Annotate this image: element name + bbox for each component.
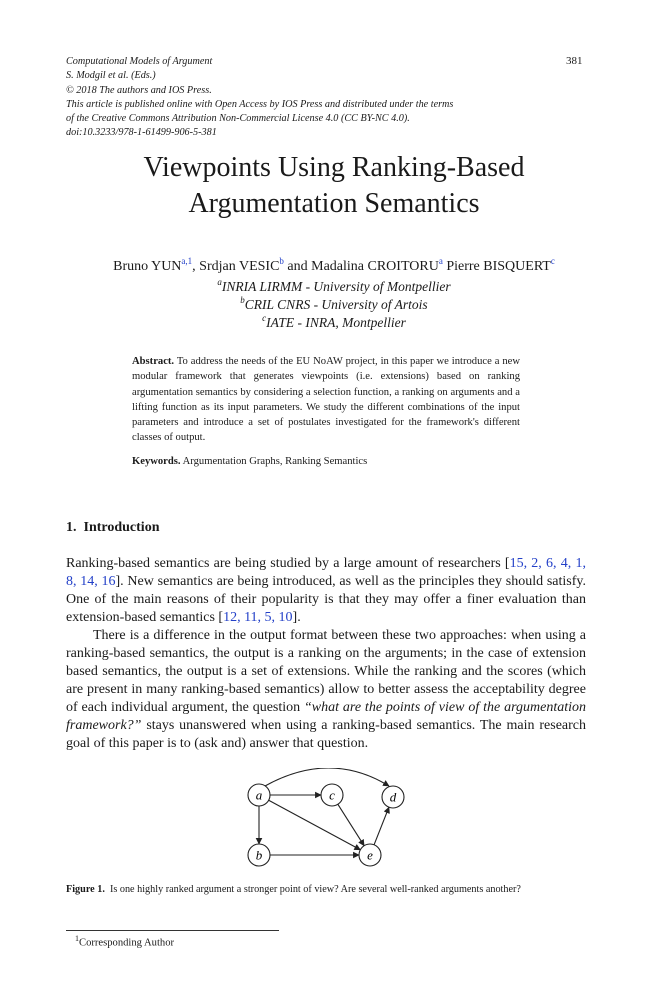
title-line-2: Argumentation Semantics — [188, 188, 480, 219]
author-name: Bruno YUN — [113, 259, 182, 274]
author-affiliation-link[interactable]: b — [279, 256, 284, 266]
keywords-text: Argumentation Graphs, Ranking Semantics — [182, 456, 368, 467]
paragraph-text: stays unanswered when using a ranking-based semantics. The main research goal of this paper is to (ask and) answer that question. — [66, 718, 586, 751]
affiliation-text: CRIL CNRS - University of Artois — [244, 297, 428, 312]
author-separator: and — [283, 259, 312, 274]
publication-header — [66, 55, 536, 141]
figure-caption — [66, 884, 606, 895]
graph-node-e — [359, 844, 381, 866]
figure-caption-text: Is one highly ranked argument a stronger point of view? Are several well-ranked arguments another? — [109, 884, 521, 895]
argumentation-graph — [230, 768, 430, 873]
paragraph-quote: “what are the points of view of the argumentation framework?” — [66, 700, 586, 733]
graph-edge-a-e — [269, 800, 361, 850]
footnote-text: Corresponding Author — [79, 937, 175, 949]
author-affiliation-link[interactable]: a,1 — [181, 256, 193, 266]
graph-node-label: e — [367, 847, 373, 863]
author-affiliation-link[interactable]: c — [550, 256, 555, 266]
graph-node-label: a — [255, 787, 263, 803]
affiliation-mark: b — [240, 295, 245, 305]
header-line: S. Modgil et al. (Eds.) — [66, 70, 156, 82]
graph-node-label: c — [329, 787, 335, 803]
affiliation-mark: a — [217, 277, 222, 287]
section-number: 1. — [66, 520, 77, 535]
footnote — [75, 934, 174, 949]
paragraph-text: There is a difference in the output format between these two approaches: when using a ranking-based semantics, the output is a ranking on the arguments; in the case of extension based semantics, the output is a set of extensions. While the ranking and the scores (which are present in many ranking-based semantics) allow to better assess the acceptability degree of each individual argument, the question — [66, 628, 586, 715]
keywords-label: Keywords. — [132, 456, 181, 467]
affiliation-mark: c — [262, 313, 267, 323]
affiliation — [0, 278, 668, 295]
graph-node-label: d — [389, 789, 397, 805]
graph-edge-e-d — [374, 807, 389, 845]
footnote-mark: 1 — [75, 934, 79, 943]
author-name: Madalina CROITORU — [311, 259, 439, 274]
header-line: © 2018 The authors and IOS Press. — [66, 84, 212, 96]
graph-node-d — [382, 786, 404, 808]
citation-link[interactable]: 12, 11, 5, 10 — [223, 610, 293, 625]
header-line: of the Creative Commons Attribution Non-Commercial License 4.0 (CC BY-NC 4.0). — [66, 113, 410, 125]
page-number: 381 — [566, 55, 583, 67]
affiliation-text: INRIA LIRMM - University of Montpellier — [221, 279, 451, 294]
graph-node-label: b — [255, 847, 263, 863]
paragraph-text: Ranking-based semantics are being studied by a large amount of researchers [ — [66, 556, 510, 571]
abstract-text: To address the needs of the EU NoAW project, in this paper we introduce a new modular framework that generates viewpoints (i.e. extensions) based on ranking argumentation semantics by considering a selection function, a ranking on arguments and a lifting function as its input parameters. We study the different combinations of the input parameters and introduce a set of postulates investigated for the framework's different classes of output. — [132, 356, 520, 444]
citation-link[interactable]: 15, 2, 6, 4, 1, 8, 14, 16 — [66, 556, 587, 589]
paper-title — [0, 150, 668, 222]
author-separator: , — [192, 259, 200, 274]
graph-node-a — [248, 784, 270, 806]
graph-edge-a-d — [265, 768, 389, 786]
paragraph-text: ]. — [292, 610, 301, 625]
abstract-label: Abstract. — [132, 356, 175, 367]
affiliation-text: IATE - INRA, Montpellier — [266, 315, 406, 330]
header-line: Computational Models of Argument — [66, 56, 213, 67]
figure-label: Figure 1. — [66, 884, 105, 895]
keywords — [132, 456, 520, 467]
affiliation — [0, 296, 668, 313]
header-line: doi:10.3233/978-1-61499-906-5-381 — [66, 127, 217, 139]
graph-node-c — [321, 784, 343, 806]
paragraph-text: ]. New semantics are being introduced, as well as the principles they should satisfy. One of the main reasons of their popularity is that they may offer a finer evaluation than extension-based semantics [ — [66, 574, 586, 625]
body-paragraph — [66, 627, 586, 753]
author-name: Srdjan VESIC — [199, 259, 280, 274]
author-affiliation-link[interactable]: a — [438, 256, 443, 266]
header-line: This article is published online with Open Access by IOS Press and distributed under the terms — [66, 98, 454, 110]
body-paragraph — [66, 555, 586, 627]
graph-node-b — [248, 844, 270, 866]
affiliation — [0, 314, 668, 331]
footnote-rule — [66, 930, 279, 931]
abstract — [132, 354, 520, 446]
author-list — [0, 258, 668, 275]
title-line-1: Viewpoints Using Ranking-Based — [143, 152, 525, 183]
section-heading — [66, 520, 159, 536]
author-name: Pierre BISQUERT — [446, 259, 551, 274]
section-title: Introduction — [83, 520, 160, 535]
